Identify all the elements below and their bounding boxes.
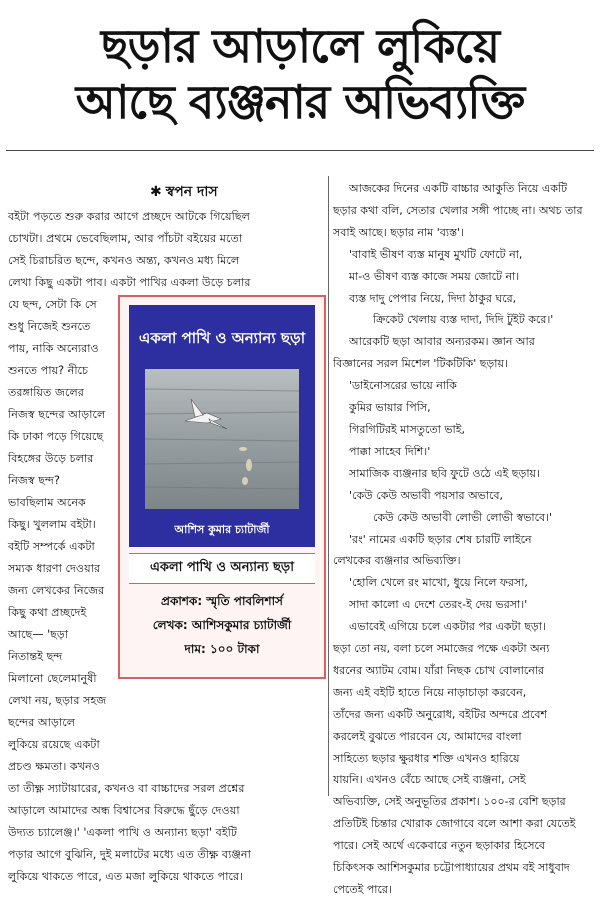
book-publisher: প্রকাশক: স্মৃতি পাবলিশার্স [161,594,283,608]
right-line: সবাই আছে। ছড়ার নাম 'ব্যস্ত'। [333,225,464,239]
left-line: বিহঙ্গের উড়ে চলার [8,452,94,465]
left-line: প্রচণ্ড ক্ষমতা। কখনও [8,760,100,773]
left-line: লুকিয়ে থাকতে পারে, এত মজা লুকিয়ে থাকতে পারে। [8,870,244,883]
left-line: শুধু নিজেই শুনতে [8,320,91,333]
left-line: কিছু কথা প্রচ্ছদেই [8,606,87,619]
left-line: লেখা কিছু একটা পাব। একটা পাখির একলা উড়ে চলার [8,276,251,289]
left-line: নিজস্ব ছন্দের আড়ালে [8,408,106,421]
left-line: নিতান্তই ছন্দ [8,650,63,663]
left-line: পড়ার আগে বুঝিনি, দুই মলাটের মধ্যে এত তীক্ষ্ণ ব্যঞ্জনা [8,848,251,861]
book-cover [129,305,315,547]
right-line: 'রং' নামের একটি ছড়ার শেষ চারটি লাইনে [349,532,532,546]
right-line: 'বাবাই ভীষণ ব্যস্ত মানুষ মুখটি ফোটে না, [349,247,523,261]
headline-line-2: আছে ব্যঞ্জনার অভিব্যক্তি [75,75,525,129]
left-line: তা তীক্ষ্ণ স্যাটায়ারের, কখনও বা বাচ্চাদের সরল প্রশ্নের [8,782,245,795]
right-line: গিরগিটিরই মাসতুতো ভাই, [349,422,465,436]
right-line: কুমির ভায়ার পিসি, [349,401,431,415]
left-line: নিজস্ব ছন্দ? [8,474,60,487]
right-line: প্রতিটিই চিন্তার খোরাক জোগাবে বলে আশা করা যেতেই [333,817,576,831]
left-line: মিলানো ছেলেমানুষী [8,672,97,685]
right-line: 'ডাইনোসরের ভায়ে নাকি [349,379,457,393]
left-line: আছে— 'ছড়া [8,628,69,641]
book-price: দাম: ১০০ টাকা [184,642,260,656]
right-line: কেউ কেউ অভাবী লোভী লোভী স্বভাবে।' [373,510,553,524]
right-line: এভাবেই এগিয়ে চলে একটার পর একটা ছড়া। [349,620,546,634]
right-line: তাঁদের জন্য একটি অনুরোধ, বইটির অন্দরে প্রবেশ [333,707,548,721]
cover-title: একলা পাখি ও অন্যান্য ছড়া [138,329,306,347]
right-line: ছড়ার কথা বলি, সেতার খেলার সঙ্গী পাচ্ছে না। অথচ তার [333,203,583,217]
right-line: আরেকটি ছড়া আবার অন্যরকম। জ্ঞান আর [349,335,535,349]
right-line: পারে। সেই অর্থে একেবারে নতুন ছড়াকার হিসেবে [333,839,546,853]
cover-author: আশিস কুমার চ্যাটার্জী [174,523,270,536]
byline [150,180,218,204]
right-line: আজকের দিনের একটি বাচ্চার আকুতি নিয়ে একটি [349,182,568,195]
headline [0,18,600,130]
right-line: 'হোলি খেলে রং মাখো, ধুয়ে নিলে ফরসা, [349,576,528,590]
author-name: স্বপন দাস [165,184,218,200]
left-line: বইটা পড়তে শুরু করার আগে প্রচ্ছদে আটকে গিয়েছিল [8,210,250,223]
right-line: অভিব্যক্তি, সেই অনুভূতির প্রকাশ। ১০০-র বেশি ছড়ার [333,795,566,809]
left-line: সম্যক ধারণা দেওয়ার [8,562,101,575]
right-line: ছড়া তো নয়, বলা চলে সমাজের পক্ষে একটা অন্য [333,642,550,656]
right-line: বিজ্ঞানের সরল মিশেল 'টিকটিকি' ছড়ায়। [333,357,508,371]
left-line: আড়ালে আমাদের অন্ধ বিশ্বাসের বিরুদ্ধে ছুঁড়ে দেওয়া [8,804,240,817]
bird-photo [145,369,299,509]
left-line: লেখা নয়, ছড়ার সহজ [8,694,107,707]
right-line: পাক্কা সাহেব দিশি।' [349,444,431,458]
right-line: করলেই বুঝতে পারবেন যে, আমাদের বাংলা [333,729,522,743]
left-line: লুকিয়ে রয়েছে একটা [8,738,100,751]
right-line: যায়নি। এখনও বেঁচে আছে সেই ব্যঞ্জনা, সেই [333,773,526,787]
left-line: চোখটা। প্রথমে ভেবেছিলাম, আর পাঁচটা বইয়ের মতো [8,232,243,245]
book-info-box [118,295,326,679]
headline-line-1: ছড়ার আড়ালে লুকিয়ে [100,19,500,73]
right-line: ব্যস্ত দাদু পেপার নিয়ে, দিদা ঠাকুর ঘরে, [349,291,517,305]
left-line: তরঙ্গায়িত জলের [8,386,84,399]
book-author: লেখক: আশিসকুমার চ্যাটার্জী [152,618,292,632]
right-column [333,178,593,901]
star-icon: ✱ [150,184,162,200]
top-rule [6,150,594,151]
left-line: যে ছন্দ, সেটা কি সে [8,298,97,311]
left-line: সেই চিরাচরিত ছন্দে, কখনও অন্ত্য, কখনও মধ্য মিলে [8,254,240,267]
right-line: পেতেই পারে। [333,883,392,896]
left-line: কি ঢাকা পড়ে গিয়েছে [8,430,104,443]
right-line: 'কেউ কেউ অভাবী পয়সার অভাবে, [349,488,504,502]
right-line: ক্রিকেট খেলায় ব্যস্ত দাদা, দিদি টুইট করে।' [373,313,554,327]
right-line: জন্য এই বইটি হাতে নিয়ে নাড়াচাড়া করবেন, [333,685,527,699]
left-line: পায়, নাকি অন্যেরাও [8,342,99,355]
column-divider [328,176,329,796]
left-line: ছন্দের আড়ালে [8,716,76,729]
book-title: একলা পাখি ও অন্যান্য ছড়া [129,553,315,584]
left-line: শুনতে পায়? নীচে [8,364,89,377]
left-line: ভাবছিলাম অনেক [8,496,86,509]
right-line: চিকিৎসক আশিসকুমার চট্টোপাধ্যায়ের প্রথম বই সাধুবাদ [333,861,570,875]
bird-over-water-image [145,369,299,509]
left-line: বইটি সম্পর্কে একটা [8,540,95,553]
right-line: সাদা কালো এ দেশে তেরং-ই দেয় ভরসা।' [349,598,528,612]
right-line: লেখকের ব্যঞ্জনার অভিব্যক্তি। [333,554,461,568]
right-line: মা-ও ভীষণ ব্যস্ত কাজে সময় জোটে না। [349,269,520,283]
right-line: সাহিত্যে ছড়ার ক্ষুরধার শক্তি এখনও হারিয়ে [333,751,520,765]
right-line: সামাজিক ব্যঞ্জনার ছবি ফুটে ওঠে এই ছড়ায়। [349,466,540,480]
left-line: জন্য লেখকের নিজের [8,584,105,597]
right-line: ধরনের অ্যাটম বোম। যাঁরা নিছক চোখ বোলানোর [333,663,545,677]
left-line: উদ্যত চ্যালেঞ্জ।' 'একলা পাখি ও অন্যান্য ছড়া' বইটি [8,826,237,839]
left-line: কিছু। খুললাম বইটা। [8,518,96,531]
